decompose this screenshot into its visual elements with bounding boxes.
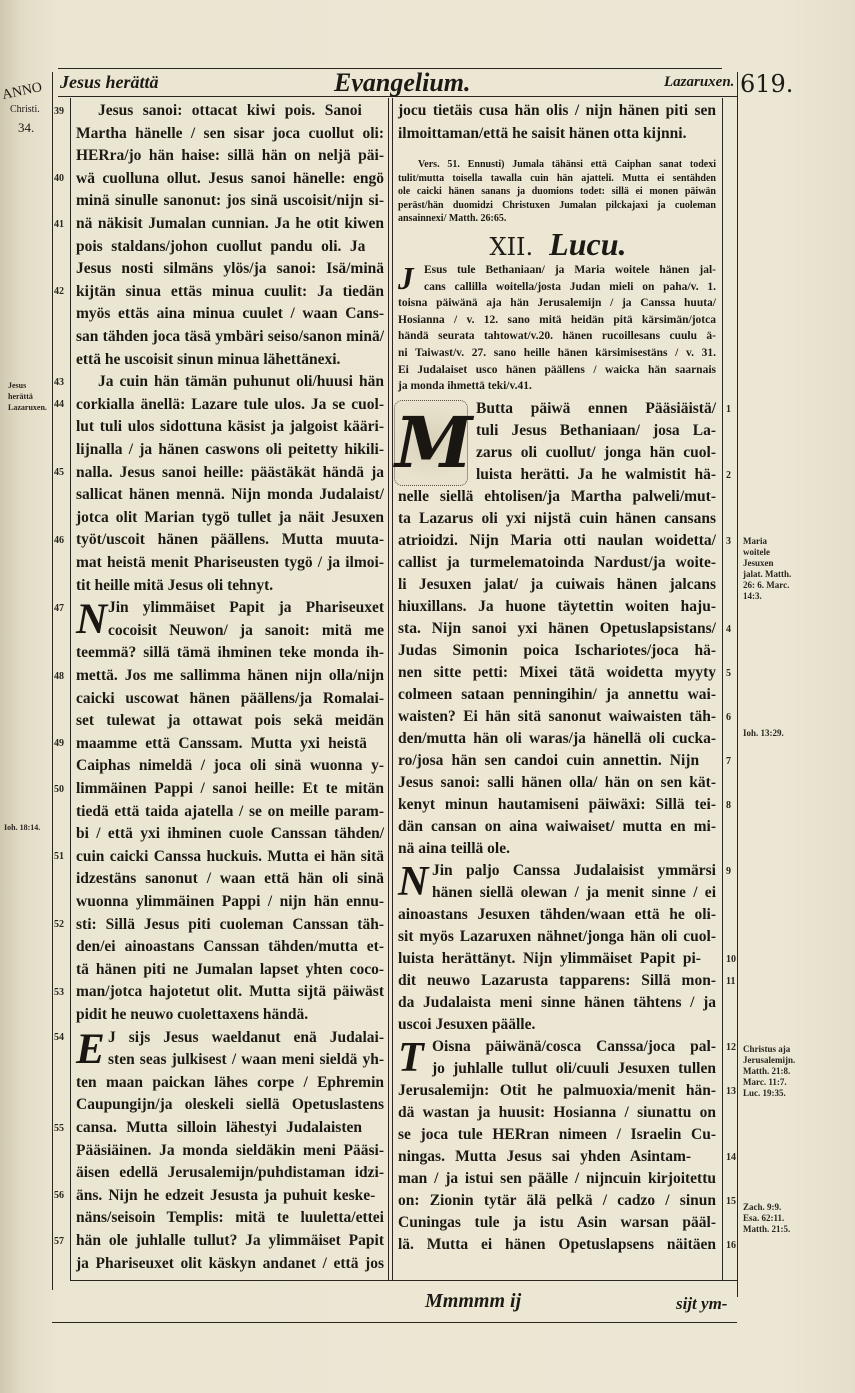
- verse-number: 47: [54, 602, 64, 614]
- text-line: nelle siellä ehtolisen/ja Martha palweli/mut-: [398, 488, 716, 505]
- text-line: J sijs Jesus waeldanut enä Judalai-: [108, 1028, 384, 1046]
- margin-note-joh-13-29: Ioh. 13:29.: [743, 728, 784, 738]
- outer-left-rule: [52, 72, 53, 1290]
- drop-cap-initial: J: [398, 261, 414, 296]
- verse-number: 2: [726, 469, 731, 481]
- text-line: lä. Mutta ei hänen Opetuslapsens näitäen: [398, 1236, 716, 1253]
- text-line: dän cansan on aina waiwaiset/ mutta en mi-: [398, 818, 716, 835]
- margin-note-entry-jerusalem: Christus aja Jerusalemijn. Matth. 21:8. Marc. 11:7. Luc. 19:35.: [743, 1044, 796, 1098]
- text-line: maamme että Canssam. Mutta yxi heistä: [76, 734, 367, 752]
- drop-cap-initial: T: [398, 1035, 424, 1081]
- running-head-left: Jesus herättä: [60, 72, 159, 92]
- text-line: lut tuli ulos sidottuna käsist ja jalgoist kääri-: [76, 418, 384, 436]
- text-line: man / ja istui sen päälle / nijncuin kirjoitettu: [398, 1170, 716, 1187]
- text-line: Vers. 51. Ennusti) Jumala tähänsi että Caiphan sanat todexi: [418, 159, 716, 170]
- text-line: set tulewat ja ottawat pois sekä meidän: [76, 712, 384, 730]
- text-line: äisen edellä Jerusalemijn/puhdistaman idzi-: [76, 1164, 384, 1182]
- verse-number: 44: [54, 399, 64, 411]
- text-line: Caiphas nimeldä / joca oli sinä wuonna y-: [76, 757, 384, 775]
- text-line: Jerusalemijn: Otit he palmuoxia/menit hän-: [398, 1082, 716, 1099]
- chapter-number: XII.: [489, 233, 534, 261]
- text-line: ni Taiwast/v. 27. sano heille hänen kärsimisestäns / v. 31.: [398, 347, 716, 359]
- text-line: Jesus sanoi: ottacat kiwi pois. Sanoi: [98, 102, 362, 119]
- text-line: den/mutta hän oli waras/ja hänellä oli cucka-: [398, 730, 716, 747]
- text-line: toisna päiwänä aja hän Jerusalemijn / ja Canssa huuta/: [398, 297, 716, 310]
- text-line: Ja cuin hän tämän puhunut oli/huusi hän: [98, 373, 384, 391]
- text-line: äns. Nijn he edzeit Jesusta ja puhuit keske-: [76, 1186, 376, 1204]
- text-line: HERra/jo hän haise: sillä hän on neljä päi-: [76, 147, 384, 165]
- text-line: Jesus sanoi: salli hänen olla/ hän on sen kät-: [398, 774, 716, 791]
- text-line: työt/uscoit hänen päällens. Mutta muuta-: [76, 531, 384, 549]
- text-line: waisten? Ei hän sitä sanonut waiwaisten täh-: [398, 708, 716, 725]
- column-divider-rule-b: [392, 98, 393, 1280]
- text-line: on: Zionin tytär älä pelkä / cadzo / sinun: [398, 1192, 716, 1209]
- drop-cap-initial: N: [76, 596, 108, 644]
- text-line: sta. Nijn sanoi yxi hänen Opetuslapsistans/: [398, 620, 716, 637]
- chapter-heading: [396, 226, 720, 263]
- text-line: Caupungijn/ja oleskeli siellä Opetuslastens: [76, 1096, 384, 1114]
- verse-number: 12: [726, 1041, 736, 1053]
- text-line: hän ole juhlalle tullut? Ja ylimmäiset Papit: [76, 1232, 384, 1249]
- verse-number: 50: [54, 783, 64, 795]
- text-line: san tähden joca täsä ymbäri seiso/sanon minä/: [76, 328, 384, 345]
- margin-note-zach: Zach. 9:9. Esa. 62:11. Matth. 21:5.: [743, 1202, 791, 1234]
- text-line: ja monda ihmettä teki/v.41.: [398, 380, 532, 393]
- text-line: da Judalaista meni sinne hänen tähtens / ja: [398, 994, 716, 1011]
- text-line: händä seurata tahtowat/v.20. hänen rucoillesans cuulu ä-: [398, 330, 716, 343]
- text-line: näns/seisoin Templis: mitä te luuletta/ettei: [76, 1209, 384, 1227]
- text-line: kijtän sinua ettäs minua cuulit: Ja tiedän: [76, 282, 384, 300]
- text-line: nä näkisit Jumalan cunnian. Ja he otit kiwen: [76, 215, 384, 232]
- center-title: Evangelium.: [334, 68, 471, 97]
- margin-note-joh-18-14: Ioh. 18:14.: [4, 823, 41, 832]
- text-line: minä sinulle sanonut: jos sinä uscoisit/nijn si-: [76, 192, 384, 210]
- footer-rule: [52, 1322, 737, 1323]
- text-line: se joca tule HERran nimeen / Israelin Cu-: [398, 1126, 716, 1143]
- text-line: cocoisit Neuwon/ ja sanoit: mitä me: [108, 621, 384, 639]
- text-line: lijnalla / ja hänen caswons oli peitetty hikili-: [76, 441, 384, 458]
- text-line: man/jotca hajotetut olit. Mutta sijtä päiwäst: [76, 983, 384, 1001]
- outer-right-rule: [737, 72, 738, 1297]
- text-line: ole caicki hänen sanans ja duomions todet: sillä ei monen päiwän: [398, 186, 716, 198]
- verse-number: 7: [726, 755, 731, 767]
- text-line: sit myös Lazaruxen nähnet/jonga hän oli cuol-: [398, 928, 716, 945]
- text-line: nä aina teillä ole.: [398, 840, 510, 857]
- text-line: nen sitte petti: Mixei tätä woidetta myyty: [398, 664, 716, 681]
- verse-number: 40: [54, 173, 64, 185]
- column-divider-rule-a: [388, 98, 389, 1280]
- year-value: 34.: [18, 120, 35, 135]
- verse-number: 4: [726, 623, 731, 635]
- text-line: peräst/hän duomidzi Christuxen Jumalan pilckajaxi ja cuoleman: [398, 199, 716, 211]
- margin-note-lazarus: Jesus herättä Lazaruxen.: [8, 381, 47, 412]
- running-head-right: Lazaruxen.: [664, 74, 735, 90]
- text-line: tuli Jesus Bethaniaan/ josa La-: [476, 422, 716, 439]
- verse-number: 57: [54, 1235, 64, 1247]
- text-line: uscoi Jesuxen päälle.: [398, 1016, 536, 1033]
- text-line: callist ja turmelematoinda Nardust/ja woite-: [398, 554, 716, 571]
- margin-note-maria: Maria woitele Jesuxen jalat. Matth. 26: 6. Marc. 14:3.: [743, 536, 792, 601]
- drop-cap-initial: N: [398, 859, 429, 905]
- text-line: mettä. Jos me sallimma hänen nijn olla/nijn: [76, 667, 384, 684]
- text-line: Jin ylimmäiset Papit ja Phariseuxet: [108, 599, 384, 617]
- text-line: ningas. Mutta Jesus sai yhden Asintam-: [398, 1148, 692, 1165]
- text-line: cansa. Mutta silloin lähestyi Judalaisten: [76, 1119, 362, 1136]
- text-line: luista herätti. Ja he walmistit hä-: [476, 466, 716, 483]
- verse-number: 16: [726, 1239, 736, 1251]
- signature-mark: Mmmmm ij: [425, 1290, 522, 1312]
- text-line: pidit he neuwo cuolettaxens händä.: [76, 1006, 309, 1023]
- text-line: colmeen sataan penningihin/ ja annettu wai-: [398, 686, 716, 703]
- text-line: ilmoittaman/että he saisit hänen otta kijnni.: [398, 124, 687, 142]
- verse-number: 42: [54, 286, 64, 298]
- text-line: ro/josa hän sen candoi cuin annettin. Nijn: [398, 752, 700, 769]
- text-line: cuin caicki Canssa huckuis. Mutta ei hän sitä: [76, 847, 384, 865]
- verse-number: 54: [54, 1032, 64, 1044]
- text-line: nalla. Jesus sanoi heille: päästäkät händä ja: [76, 463, 384, 481]
- text-line: wä cuolluna ollut. Jesus sanoi hänelle: engö: [76, 169, 384, 187]
- text-line: hänen siellä olewan / ja menit sinne / ei: [432, 884, 716, 901]
- text-line: idzestäns sanonut / waan että hän oli sinä: [76, 870, 384, 888]
- verse-number: 46: [54, 535, 64, 547]
- text-line: bi / että yxi ihminen cuole Canssan tähden/: [76, 825, 384, 843]
- text-line: dit neuwo Lazarusta tapparens: Sillä mon-: [398, 972, 716, 989]
- verse-number: 5: [726, 667, 731, 679]
- text-line: li Jesuxen jalat/ ja cuiwais hänen jalcans: [398, 576, 716, 593]
- text-line: sallicat hänen mennä. Nijn monda Judalaist/: [76, 486, 384, 504]
- text-line: hiuxillans. Ja huone täytettin woiten haju-: [398, 598, 716, 615]
- verse-number: 48: [54, 670, 64, 682]
- text-line: tit heille mitä Jesus oli tehnyt.: [76, 576, 274, 594]
- text-line: luista herättänyt. Nijn ylimmäiset Papit pi-: [398, 950, 701, 967]
- chapter-title: Lucu.: [549, 226, 627, 262]
- text-line: Cuningas tule ja istu Asin warsan pääl-: [398, 1214, 716, 1231]
- verse-number: 51: [54, 851, 64, 863]
- text-line: caicki uscowat hänen päällens/ja Romalai-: [76, 689, 384, 707]
- text-line: tulit/mutta toisella tawalla cuin hän ajatteli. Mutta ei sentähden: [398, 172, 716, 184]
- verse-number: 11: [726, 975, 736, 987]
- verse-number: 13: [726, 1085, 736, 1097]
- text-line: atrioidzi. Nijn Maria otti naulan woidetta/: [398, 532, 716, 549]
- verse-number: 39: [54, 105, 64, 117]
- text-line: teemmä? sillä tämä ihminen teke monda ih-: [76, 644, 384, 662]
- anno-label: ANNO: [0, 79, 44, 104]
- verse-number: 56: [54, 1190, 64, 1202]
- text-line: ainoastans Jesuxen tähden/waan että he oli-: [398, 906, 716, 923]
- text-line: pois staldans/johon cuollut pandu oli. Ja: [76, 237, 366, 255]
- text-line: corkialla änellä: Lazare tule ulos. Ja se cuol-: [76, 395, 384, 413]
- text-line: cans callilla woitella/josta Judan mieli on paha/v. 1.: [424, 280, 716, 293]
- verse-column-rule: [70, 98, 71, 1280]
- verse-number: 9: [726, 865, 731, 877]
- verse-number: 8: [726, 799, 731, 811]
- verse-number: 3: [726, 535, 731, 547]
- text-line: ansainnexi/ Matth. 26:65.: [398, 213, 507, 225]
- christi-label: Christi.: [10, 104, 40, 115]
- text-line: tä hänen piti ne Jumalan lapset yhten coco-: [76, 960, 384, 978]
- right-text-rule: [722, 98, 723, 1280]
- text-line: Pääsiäinen. Ja monda sieldäkin meni Pääsi-: [76, 1141, 384, 1159]
- text-line: sti: Sillä Jesus piti cuoleman Canssan täh-: [76, 915, 384, 933]
- text-line: den/ei ainoastans Canssan tähden/mutta et-: [76, 938, 384, 956]
- verse-number: 49: [54, 738, 64, 750]
- text-line: jotca olit Marian tygö tullet ja näit Jesuxen: [76, 508, 384, 526]
- verse-number: 6: [726, 711, 731, 723]
- catchword: sijt ym-: [676, 1294, 728, 1313]
- text-line: dä wastan ja huusit: Hosianna / siunattu on: [398, 1104, 716, 1121]
- verse-number: 10: [726, 953, 736, 965]
- text-line: Butta päiwä ennen Pääsiäistä/: [476, 400, 716, 417]
- text-line: zarus oli cuollut/ jonga hän cuol-: [476, 444, 716, 461]
- drop-cap-initial: E: [76, 1025, 105, 1073]
- page-number: 619.: [740, 70, 794, 98]
- text-line: sten seas julkisest / waan meni sieldä yh-: [108, 1051, 384, 1069]
- text-line: kenyt minun hautamiseni päiwäxi: Sillä tei-: [398, 796, 716, 813]
- verse-number: 52: [54, 919, 64, 931]
- text-line: Judas Simonin poica Ischariotes/joca hä-: [398, 642, 716, 659]
- drop-cap-initial: M: [395, 401, 473, 484]
- text-line: jo juhlalle tullut oli/cuuli Jesuxen tullen: [432, 1060, 716, 1077]
- verse-number: 43: [54, 376, 64, 388]
- text-line: jocu tietäis cusa hän olis / nijn hänen piti sen: [398, 102, 716, 119]
- text-line: Jin paljo Canssa Judalaisist ymmärsi: [432, 862, 716, 879]
- verse-number: 14: [726, 1151, 736, 1163]
- text-line: Esus tule Bethaniaan/ ja Maria woitele hänen jal-: [424, 264, 716, 276]
- verse-number: 15: [726, 1195, 736, 1207]
- text-line: Jesus nosti silmäns ylös/ja sanoi: Isä/minä: [76, 260, 384, 278]
- bottom-rule: [70, 1280, 737, 1281]
- verse-number: 55: [54, 1122, 64, 1134]
- text-line: Ei Judalaiset usco hänen päällens / waicka hän saarnais: [398, 363, 716, 376]
- text-line: tiedä että taida ajatella / se on meille param-: [76, 802, 384, 820]
- text-line: wuonna ylimmäinen Pappi / nijn hän ennu-: [76, 893, 384, 910]
- verse-number: 53: [54, 987, 64, 999]
- text-line: mat heistä menit Phariseusten tygö / ja ilmoi-: [76, 554, 384, 571]
- text-line: Martha hänelle / sen sisar joca cuollut oli:: [76, 124, 384, 142]
- text-line: ja Phariseuxet olit käskyn andanet / että jos: [76, 1254, 384, 1272]
- verse-number: 1: [726, 403, 731, 415]
- text-line: myös ettäs aina minua cuulet / waan Cans-: [76, 305, 384, 323]
- text-line: että he uscoisit sinun minua lähettänexi.: [76, 350, 341, 368]
- text-line: ten maan paickan lähes corpe / Ephremin: [76, 1073, 384, 1091]
- text-line: Oisna päiwänä/cosca Canssa/joca pal-: [432, 1038, 716, 1055]
- verse-number: 45: [54, 467, 64, 479]
- text-line: limmäinen Pappi / sanoi heille: Et te mitän: [76, 780, 384, 797]
- text-line: Hosianna / v. 12. sano mitä heidän pitä kärsimän/jotca: [398, 313, 716, 326]
- text-line: ta Lazarus oli yxi nijstä cuin hänen cansans: [398, 510, 716, 527]
- verse-number: 41: [54, 218, 64, 230]
